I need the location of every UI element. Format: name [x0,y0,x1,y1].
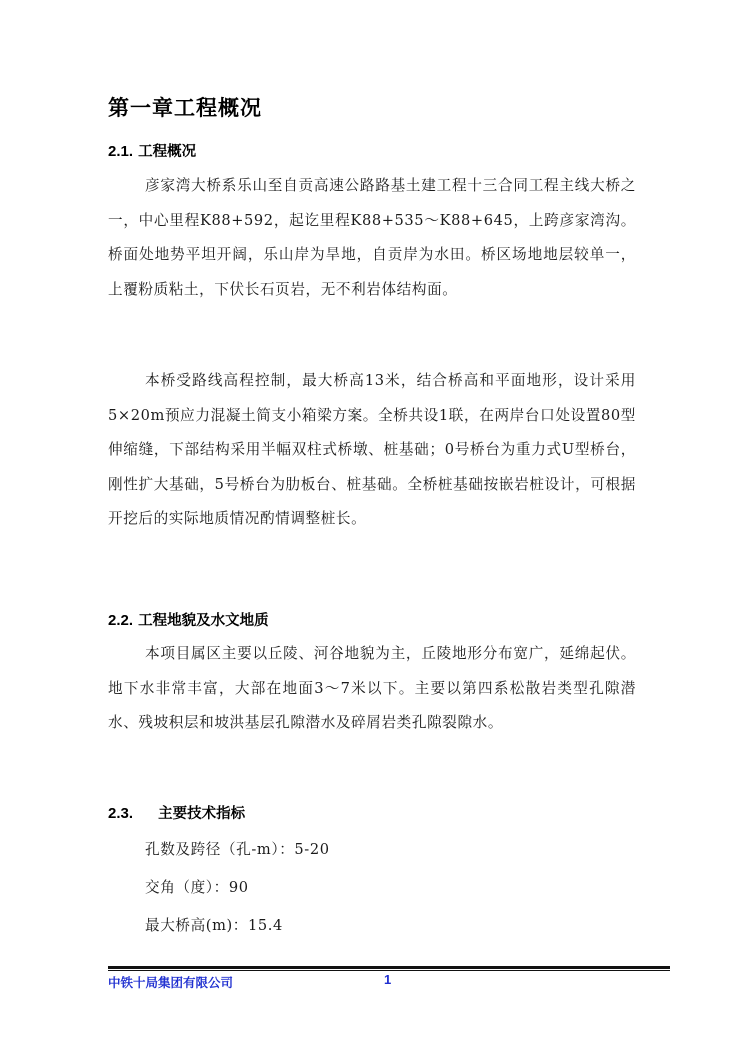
chapter-title: 第一章工程概况 [108,95,262,120]
section-heading-2-1 [108,140,196,161]
section-number: 2.3. [108,805,134,822]
section-title: 主要技术指标 [158,806,246,822]
spec-item: 交角（度）：90 [145,879,249,896]
spec-item: 孔数及跨径（孔-m）：5-20 [145,841,330,858]
paragraph: 本桥受路线高程控制，最大桥高13米，结合桥高和平面地形，设计采用5×20m预应力混凝土简支小箱梁方案。全桥共设1联，在两岸台口处设置80型伸缩缝，下部结构采用半幅双柱式桥墩、桩基础；0号桥台为重力式U型桥台，刚性扩大基础，5号桥台为肋板台、桩基础。全桥桩基础按嵌岩桩设计，可根据开挖后的实际地质情况酌情调整桩长。 [108,372,636,527]
section-number: 2.2. [108,612,134,629]
footer-rule-thin [108,970,670,971]
section-heading-2-2 [108,609,269,630]
section-title: 工程概况 [138,144,197,160]
footer-company-name: 中铁十局集团有限公司 [108,975,234,990]
section-title: 工程地貌及水文地质 [138,613,269,629]
section-number: 2.1. [108,143,134,160]
paragraph: 彦家湾大桥系乐山至自贡高速公路路基土建工程十三合同工程主线大桥之一，中心里程K88+592，起讫里程K88+535～K88+645，上跨彦家湾沟。桥面处地势平坦开阔，乐山岸为旱地，自贡岸为水田。桥区场地地层较单一，上覆粉质粘土，下伏长石页岩，无不利岩体结构面。 [108,177,636,298]
page-number: 1 [384,972,392,987]
spec-item: 最大桥高(m)：15.4 [145,917,283,934]
paragraph: 本项目属区主要以丘陵、河谷地貌为主，丘陵地形分布宽广，延绵起伏。地下水非常丰富，大部在地面3～7米以下。主要以第四系松散岩类型孔隙潜水、残坡积层和坡洪基层孔隙潜水及碎屑岩类孔隙裂隙水。 [108,645,636,731]
footer-rule [108,966,670,969]
section-heading-2-3 [108,802,245,823]
